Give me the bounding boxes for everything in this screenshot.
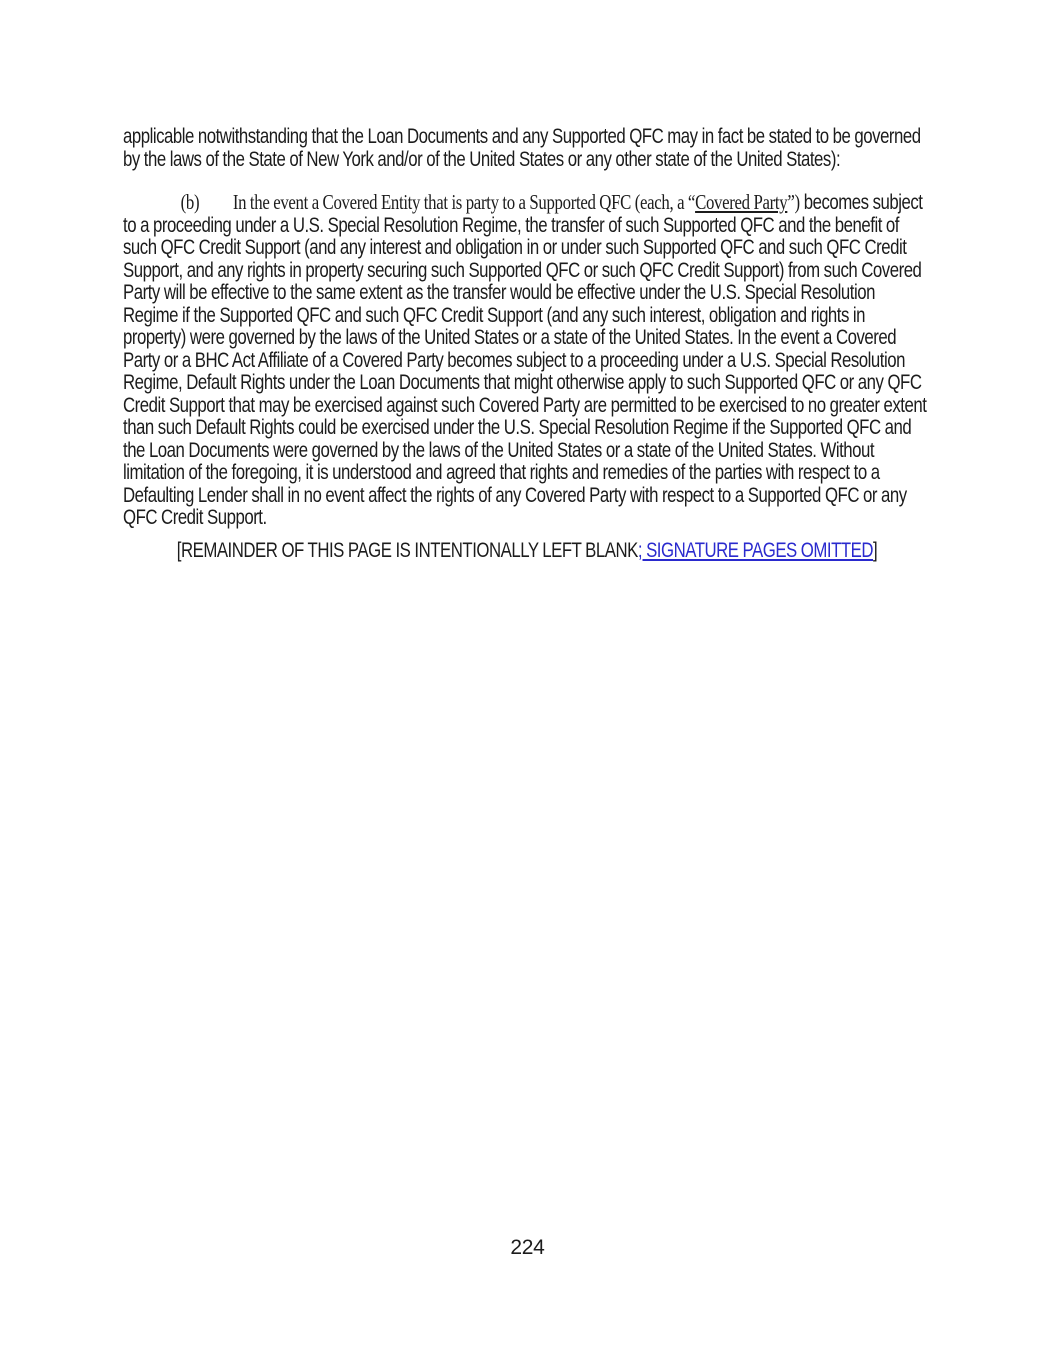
remainder-black-suffix: ] <box>873 538 878 562</box>
paragraph-b-body: becomes subject to a proceeding under a U.S. Special Resolution Regime, the transfer of such Supported QFC and the benefit of such QFC Credit Support (and any interest and obligation in or under such Supported QFC and such QFC Credit Support, and any rights in property securing such Supported QFC or such QFC Credit Support) from such Covered Party will be effective to the same extent as the transfer would be effective under the U.S. Special Resolution Regime if the Supported QFC and such QFC Credit Support (and any such interest, obligation and rights in property) were governed by the laws of the United States or a state of the United States. In the event a Covered Party or a BHC Act Affiliate of a Covered Party becomes subject to a proceeding under a U.S. Special Resolution Regime, Default Rights under the Loan Documents that might otherwise apply to such Supported QFC or any QFC Credit Support that may be exercised against such Covered Party are permitted to be exercised to no greater extent than such Default Rights could be exercised under the U.S. Special Resolution Regime if the Supported QFC and the Loan Documents were governed by the laws of the United States or a state of the United States. Without limitation of the foregoing, it is understood and agreed that rights and remedies of the parties with respect to a Defaulting Lender shall in no event affect the rights of any Covered Party with respect to a Supported QFC or any QFC Credit Support. <box>123 191 927 529</box>
paragraph-b-lead-suffix: ”) <box>787 190 800 214</box>
remainder-notice <box>123 540 931 563</box>
remainder-black-prefix: [REMAINDER OF THIS PAGE IS INTENTIONALLY LEFT BLANK <box>176 538 638 562</box>
paragraph-b-lead <box>181 190 800 214</box>
paragraph-b <box>123 191 931 530</box>
page-number: 224 <box>510 1236 545 1259</box>
text-block <box>123 126 931 562</box>
paragraph-intro: applicable notwithstanding that the Loan Documents and any Supported QFC may in fact be stated to be governed by the laws of the State of New York and/or of the United States or any other state of the United States): <box>123 125 921 171</box>
paragraph-b-lead-text: In the event a Covered Entity that is party to a Supported QFC (each, a “ <box>232 190 696 214</box>
insertion-signature-pages-omitted: ; SIGNATURE PAGES OMITTED <box>637 538 874 562</box>
paragraph-b-label: (b) <box>180 190 200 214</box>
defined-term-covered-party: Covered Party <box>695 190 788 214</box>
